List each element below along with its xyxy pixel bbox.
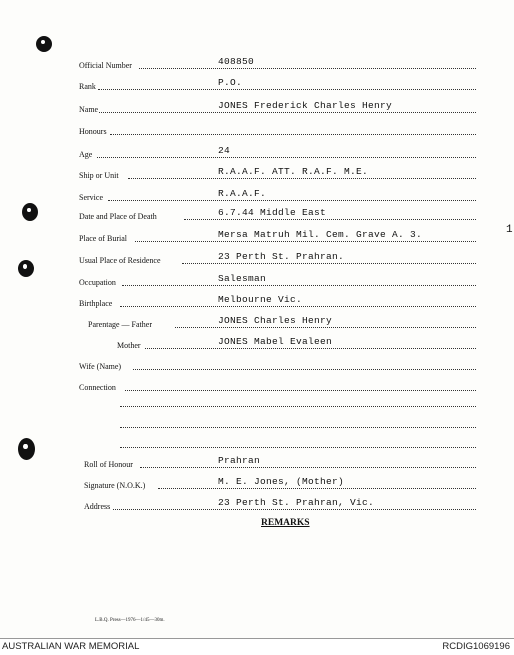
parentage-mother-label: Mother (117, 341, 141, 350)
parentage-father-value: JONES Charles Henry (218, 315, 333, 326)
ship-or-unit-line (128, 178, 476, 179)
place-of-burial-label: Place of Burial (79, 234, 127, 243)
place-of-burial-value: Mersa Matruh Mil. Cem. Grave A. 3. (218, 229, 423, 240)
usual-residence-value: 23 Perth St. Prahran. (218, 251, 345, 262)
honours-line (110, 134, 476, 135)
parentage-father-label: Parentage — Father (88, 320, 152, 329)
service-label: Service (79, 193, 103, 202)
wife-line (133, 369, 476, 370)
name-line (99, 112, 476, 113)
signature-value: M. E. Jones, (Mother) (218, 476, 345, 487)
wife-row (0, 357, 514, 373)
official-number-label: Official Number (79, 61, 132, 70)
occupation-line (122, 285, 476, 286)
date-place-death-line (184, 219, 476, 220)
age-line (97, 157, 476, 158)
name-label: Name (79, 105, 99, 114)
age-label: Age (79, 150, 93, 159)
ship-or-unit-label: Ship or Unit (79, 171, 119, 180)
roll-of-honour-line (140, 467, 476, 468)
ship-or-unit-row (0, 166, 514, 182)
roll-of-honour-row (0, 455, 514, 471)
press-line: L.B.Q. Press—1976—1/45—30m. (95, 618, 165, 623)
parentage-mother-value: JONES Mabel Evaleen (218, 336, 333, 347)
parentage-father-row (0, 315, 514, 331)
footer-institution: AUSTRALIAN WAR MEMORIAL (2, 641, 140, 652)
address-line (113, 509, 476, 510)
age-value: 24 (218, 145, 231, 156)
place-of-burial-row (0, 229, 514, 245)
occupation-value: Salesman (218, 273, 267, 284)
official-number-line (139, 68, 476, 69)
connection-extra-line-1 (120, 406, 476, 407)
rank-line (98, 89, 476, 90)
occupation-row (0, 273, 514, 289)
wife-label: Wife (Name) (79, 362, 122, 371)
parentage-mother-line (145, 348, 476, 349)
connection-extra-line-3 (120, 447, 476, 448)
usual-residence-label: Usual Place of Residence (79, 256, 161, 265)
rank-label: Rank (79, 82, 96, 91)
rank-row (0, 77, 514, 93)
address-row (0, 497, 514, 513)
footer-record-id: RCDIG1069196 (442, 641, 510, 652)
name-row (0, 100, 514, 116)
age-row (0, 145, 514, 161)
birthplace-line (120, 306, 476, 307)
service-line (108, 200, 476, 201)
connection-label: Connection (79, 383, 116, 392)
occupation-label: Occupation (79, 278, 116, 287)
address-label: Address (84, 502, 111, 511)
connection-line (125, 390, 476, 391)
roll-of-honour-value: Prahran (218, 455, 261, 466)
parentage-father-line (175, 327, 476, 328)
honours-label: Honours (79, 127, 107, 136)
official-number-value: 408850 (218, 56, 255, 67)
date-place-death-row (0, 207, 514, 223)
usual-residence-line (182, 263, 476, 264)
date-place-death-label: Date and Place of Death (79, 212, 157, 221)
service-value: R.A.A.F. (218, 188, 267, 199)
side-mark: 1 (506, 224, 513, 236)
official-number-row (0, 56, 514, 72)
parentage-mother-row (0, 336, 514, 352)
connection-extra-line-2 (120, 427, 476, 428)
address-value: 23 Perth St. Prahran, Vic. (218, 497, 375, 508)
ship-or-unit-value: R.A.A.F. ATT. R.A.F. M.E. (218, 166, 369, 177)
remarks-heading: REMARKS (261, 518, 310, 528)
date-place-death-value: 6.7.44 Middle East (218, 207, 327, 218)
roll-of-honour-label: Roll of Honour (84, 460, 133, 469)
service-row (0, 188, 514, 204)
archive-footer (0, 638, 514, 655)
signature-line (158, 488, 476, 489)
connection-row (0, 378, 514, 394)
birthplace-row (0, 294, 514, 310)
signature-label: Signature (N.O.K.) (84, 481, 146, 490)
rank-value: P.O. (218, 77, 243, 88)
signature-row (0, 476, 514, 492)
punch-hole-top (36, 36, 52, 52)
usual-residence-row (0, 251, 514, 267)
birthplace-value: Melbourne Vic. (218, 294, 303, 305)
honours-row (0, 122, 514, 138)
place-of-burial-line (135, 241, 476, 242)
birthplace-label: Birthplace (79, 299, 113, 308)
name-value: JONES Frederick Charles Henry (218, 100, 393, 111)
